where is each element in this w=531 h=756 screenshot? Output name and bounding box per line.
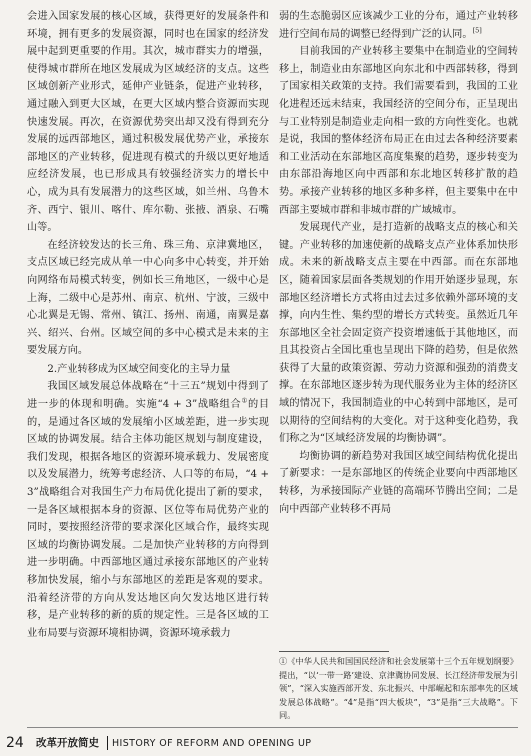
paragraph-industry-transfer: 目前我国的产业转移主要集中在制造业的空间转移上，制造业由东部地区向东北和中西部转移，得到了国家相关政策的支持。我们需要看到，我国的工业化进程还远未结束，我国经济的空间分布，正呈现出与工业特别是制造业走向相一致的方向性变化。也就是说，我国的整体经济布局正在由过去各种经济要素和工业活动在东部地区高度集聚的趋势，逐步转变为由东部沿海地区向中西部和东北地区转移扩散的趋势。承接产业转移的地区多种多样，但主要集中在中西部主要城市群和非城市群的广域城市。 [279, 46, 518, 216]
paragraph-strategy [27, 378, 269, 642]
footer-divider [27, 727, 518, 728]
paragraph-balanced-coordination: 均衡协调的新趋势对我国区域空间结构优化提出了新要求：一是东部地区的传统企业要向中西部地区转移，为承接国际产业链的高端环节腾出空间；二是向中西部产业转移不再局 [279, 450, 518, 515]
right-column [279, 8, 518, 518]
page-number: 24 [6, 735, 24, 751]
journal-title-separator [107, 736, 108, 750]
footnote-text: ①《中华人民共和国国民经济和社会发展第十三个五年规划纲要》提出，“以‘一带一路’建设、京津冀协同发展、长江经济带发展为引领”，“深入实施西部开发、东北振兴、中部崛起和东部率先的区域发展总体战略”。“4”是指“四大板块”，“3”是指“三大战略”。下同。 [279, 656, 518, 721]
paragraph-strategy-rest: 的目的，是通过各区域的发展缩小区域差距，进一步实现区域的协调发展。结合主体功能区规划与制度建设，我们发现，根据各地区的资源环境承载力、发展密度以及发展潜力，统筹考虑经济、人口等的布局，“4 + 3”战略组合对我国生产力布局优化提出了新的要求，一是各区域根据本身的资源、区位等布局优势产业的同时，要按照经济带的要求深化区域合作，最终实现区域的均衡协调发展。二是加快产业转移的方向得到进一步明确。中西部地区通过承接东部地区的产业转移加快发展，缩小与东部地区的差距是客观的要求。沿着经济带的方向从发达地区向欠发达地区进行转移，是产业转移的新的质的规定性。三是各区域的工业布局要与资源环境相协调，资源环境承载力 [27, 399, 270, 639]
left-column [27, 8, 269, 642]
paragraph-continuation-text: 弱的生态脆弱区应该减少工业的分布，通过产业转移进行空间布局的调整已经得到广泛的认同。 [279, 11, 518, 40]
journal-title-cn: 改革开放简史 [36, 737, 99, 749]
paragraph-continuation: 会进入国家发展的核心区域，获得更好的发展条件和环境，拥有更多的发展资源，同时也在国家的经济发展中起到更重要的作用。其次，城市群实力的增强，使得城市群所在地区发展成为区域经济的支点。这些区域创新产业形式，延伸产业链条，促进产业转移，通过融入到更大区域，在更大区域内整合资源而实现快速发展。再次，在资源优势突出却又没有得到充分发展的远西部地区，通过积极发展优势产业，承接东部地区的产业转移，促进现有模式的升级以更好地适应经济发展，也已形成具有较强经济实力的增长中心，成为具有发展潜力的这些区域，如兰州、乌鲁木齐、西宁、银川、喀什、库尔勒、张掖、酒泉、石嘴山等。 [27, 11, 269, 234]
journal-title-en: HISTORY OF REFORM AND OPENING UP [112, 738, 312, 749]
paragraph-continuation-right [279, 8, 518, 43]
footnote-divider [279, 651, 389, 652]
reference-marker[interactable]: [5] [472, 26, 482, 35]
footnote-marker[interactable]: ① [241, 396, 248, 405]
paragraph-strategy-lead: 我国区域发展总体战略在“十三五”规划中得到了进一步的体现和明确。实施“4 + 3”战略组合 [27, 381, 269, 411]
section-heading: 2.产业转移成为区域空间变化的主导力量 [47, 363, 231, 375]
paragraph-modern-industry: 发展现代产业，是打造新的战略支点的核心和关键。产业转移的加速使新的战略支点产业体系加快形成。未来的新战略支点主要在中西部。而在东部地区，随着国家层面各类规划的作用开始逐步显现，东部地区经济增长方式将由过去过多依赖外部环境的支撑，向内生性、集约型的增长方式转变。虽然近几年东部地区全社会固定资产投资增速低于其他地区，而且其投资占全国比重也呈现出下降的趋势，但是依然获得了大量的政策资源、劳动力资源和强劲的消费支撑。在东部地区逐步转为现代服务业为主体的经济区域的情况下，我国制造业的中心转到中部地区，是可以期待的空间结构的大变化。对于这种变化趋势，我们称之为“区域经济发展的均衡协调”。 [279, 222, 518, 445]
paragraph-multi-center: 在经济较发达的长三角、珠三角、京津冀地区，支点区域已经完成从单一中心向多中心转变，并开始向网络布局模式转变，例如长三角地区，一级中心是上海，二级中心是苏州、南京、杭州、宁波，三级中心北翼是无锡、常州、镇江、扬州、南通，南翼是嘉兴、绍兴、台州。区域空间的多中心模式是未来的主要发展方向。 [27, 239, 269, 357]
